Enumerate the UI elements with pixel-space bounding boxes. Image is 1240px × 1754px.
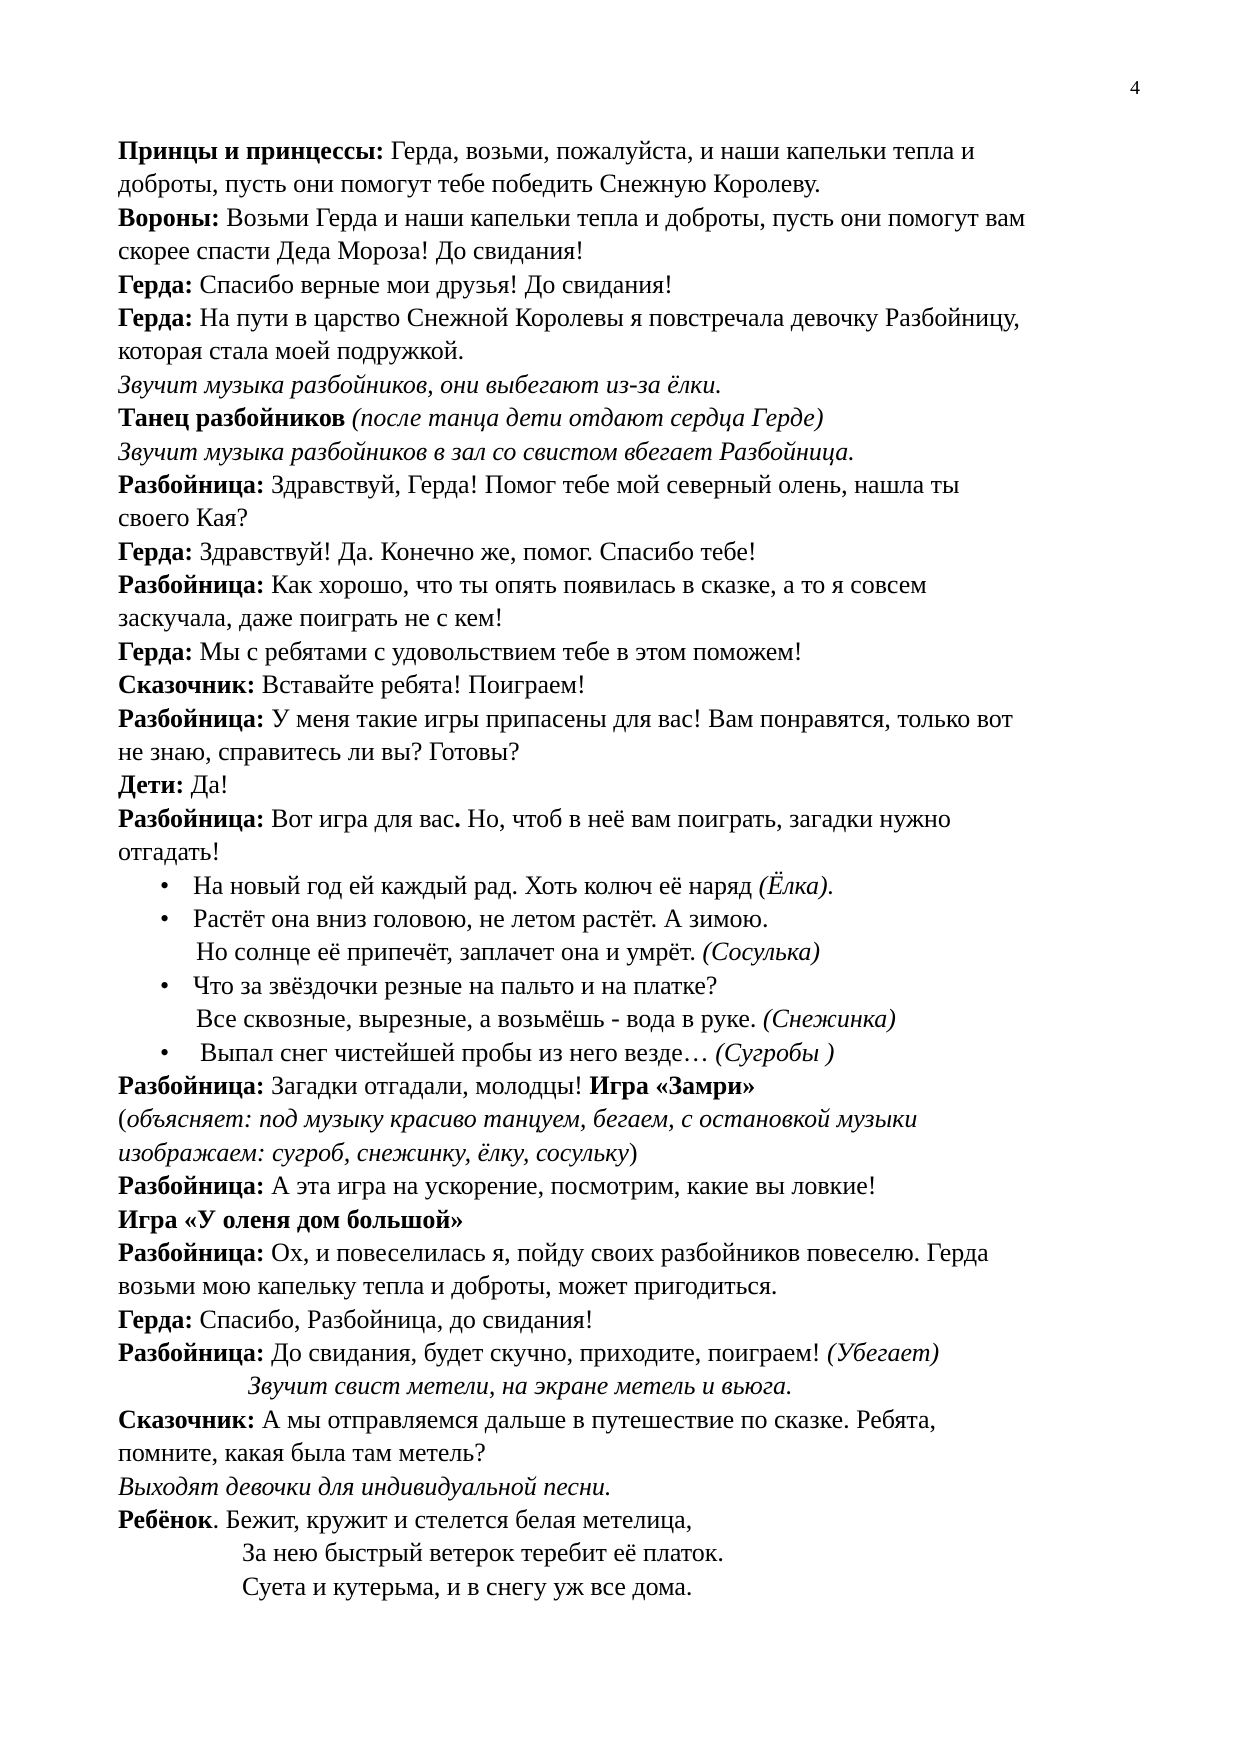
text-line bbox=[118, 435, 1158, 468]
speaker-name: Разбойница: bbox=[118, 1237, 265, 1267]
speech-text: Спасибо, Разбойница, до свидания! bbox=[193, 1304, 594, 1334]
speaker-name: Разбойница: bbox=[118, 703, 265, 733]
text-line bbox=[118, 501, 1158, 534]
speech-text: Мы с ребятами с удовольствием тебе в этом поможем! bbox=[193, 636, 803, 666]
speaker-name: Сказочник: bbox=[118, 670, 256, 700]
speech-text: Герда, возьми, пожалуйста, и наши капельки тепла и bbox=[384, 136, 975, 165]
paren: ) bbox=[628, 1137, 638, 1167]
riddle-text bbox=[200, 1036, 834, 1069]
speech-text: А мы отправляемся дальше в путешествие по сказке. Ребята, bbox=[255, 1404, 937, 1434]
riddle-text bbox=[193, 902, 768, 935]
speech-text: . Бежит, кружит и стелется белая метелица, bbox=[212, 1505, 693, 1535]
text-line bbox=[118, 234, 1158, 267]
text-line bbox=[118, 1570, 1158, 1603]
text-line bbox=[118, 1169, 1158, 1202]
section-heading: Танец разбойников bbox=[118, 403, 346, 433]
riddle-question: Но солнце её припечёт, заплачет она и умрёт. bbox=[196, 937, 703, 967]
speaker-name: Герда: bbox=[118, 269, 194, 299]
text-line bbox=[118, 268, 1158, 301]
stage-note: (после танца дети отдают сердца Герде) bbox=[345, 403, 824, 433]
riddle-continuation bbox=[118, 1002, 1158, 1035]
speech-text: Ох, и повеселилась я, пойду своих разбойников повеселю. Герда bbox=[264, 1237, 989, 1267]
text-line bbox=[118, 535, 1158, 568]
speaker-name: Герда: bbox=[118, 302, 194, 332]
stage-direction: Звучит музыка разбойников, они выбегают из-за ёлки. bbox=[118, 369, 722, 399]
riddle-question: Растёт она вниз головою, не летом растёт. А зимою. bbox=[193, 903, 769, 933]
paren: ( bbox=[118, 1104, 127, 1134]
riddle-item bbox=[118, 1036, 1158, 1069]
text-line bbox=[118, 1336, 1158, 1369]
body-text: доброты, пусть они помогут тебе победить Снежную Королеву. bbox=[118, 169, 821, 199]
poem-line: Суета и кутерьма, и в снегу уж все дома. bbox=[242, 1571, 693, 1601]
text-line bbox=[118, 334, 1158, 367]
text-line bbox=[118, 568, 1158, 601]
body-text: скорее спасти Деда Мороза! До свидания! bbox=[118, 236, 584, 266]
stage-direction: Звучит музыка разбойников в зал со свистом вбегает Разбойница. bbox=[118, 436, 855, 466]
text-line bbox=[118, 735, 1158, 768]
speech-text: Вот игра для вас bbox=[264, 803, 455, 833]
speaker-name: Разбойница: bbox=[118, 469, 265, 499]
text-line bbox=[118, 134, 1158, 167]
stage-note: изображаем: сугроб, снежинку, ёлку, сосульку bbox=[118, 1137, 629, 1167]
text-line bbox=[118, 768, 1158, 801]
bullet-icon: • bbox=[160, 903, 170, 933]
text-line bbox=[118, 1470, 1158, 1503]
page-number: 4 bbox=[1130, 77, 1140, 99]
riddle-question: Что за звёздочки резные на пальто и на платке? bbox=[193, 970, 718, 1000]
riddle-item bbox=[118, 869, 1158, 902]
text-line bbox=[118, 468, 1158, 501]
riddle-question: Все сквозные, вырезные, а возьмёшь - вода в руке. bbox=[196, 1004, 763, 1034]
speech-text: Но, чтоб в неё вам поиграть, загадки нужно bbox=[460, 803, 951, 833]
speaker-name: Вороны: bbox=[118, 202, 220, 232]
speaker-name: Разбойница: bbox=[118, 803, 265, 833]
text-line bbox=[118, 401, 1158, 434]
text-line bbox=[118, 1136, 1158, 1169]
document-body bbox=[118, 134, 1158, 1603]
text-line bbox=[118, 835, 1158, 868]
text-line bbox=[118, 1303, 1158, 1336]
riddle-answer: (Ёлка). bbox=[758, 870, 835, 900]
body-text: заскучала, даже поиграть не с кем! bbox=[118, 603, 504, 633]
bold-punct: . bbox=[454, 803, 461, 833]
body-text: отгадать! bbox=[118, 837, 221, 867]
bullet-icon: • bbox=[160, 970, 170, 1000]
poem-line: За нею быстрый ветерок теребит её платок. bbox=[242, 1538, 724, 1568]
speech-text: Да! bbox=[184, 770, 229, 800]
text-line bbox=[118, 167, 1158, 200]
stage-direction: Звучит свист метели, на экране метель и вьюга. bbox=[248, 1371, 793, 1401]
body-text: которая стала моей подружкой. bbox=[118, 336, 465, 366]
text-line bbox=[118, 1403, 1158, 1436]
body-text: не знаю, справитесь ли вы? Готовы? bbox=[118, 737, 520, 767]
riddle-answer: (Сугробы ) bbox=[715, 1037, 835, 1067]
bullet-icon: • bbox=[160, 870, 170, 900]
section-heading: Игра «У оленя дом большой» bbox=[118, 1204, 464, 1234]
stage-direction: Выходят девочки для индивидуальной песни. bbox=[118, 1471, 612, 1501]
speaker-name: Герда: bbox=[118, 1304, 194, 1334]
speaker-name: Сказочник: bbox=[118, 1404, 256, 1434]
riddle-continuation bbox=[118, 935, 1158, 968]
speaker-name: Герда: bbox=[118, 636, 194, 666]
text-line bbox=[118, 1102, 1158, 1135]
speech-text: Здравствуй, Герда! Помог тебе мой северный олень, нашла ты bbox=[264, 469, 960, 499]
text-line bbox=[118, 1503, 1158, 1536]
speech-text: Здравствуй! Да. Конечно же, помог. Спасибо тебе! bbox=[193, 536, 757, 566]
text-line bbox=[118, 368, 1158, 401]
text-line bbox=[118, 1069, 1158, 1102]
body-text: возьми мою капельку тепла и доброты, может пригодиться. bbox=[118, 1271, 778, 1301]
riddle-answer: (Сосулька) bbox=[702, 937, 821, 967]
text-line bbox=[118, 802, 1158, 835]
speech-text: Возьми Герда и наши капельки тепла и доброты, пусть они помогут вам bbox=[219, 202, 1026, 232]
speech-text: До свидания, будет скучно, приходите, поиграем! bbox=[264, 1338, 827, 1368]
speech-text: Как хорошо, что ты опять появилась в сказке, а то я совсем bbox=[264, 570, 927, 600]
riddle-question: На новый год ей каждый рад. Хоть колюч её наряд bbox=[193, 870, 759, 900]
text-line bbox=[118, 601, 1158, 634]
riddle-item bbox=[118, 969, 1158, 1002]
text-line bbox=[118, 635, 1158, 668]
text-line bbox=[118, 1236, 1158, 1269]
speech-text: Вставайте ребята! Поиграем! bbox=[255, 670, 586, 700]
game-title: Игра «Замри» bbox=[589, 1070, 756, 1100]
body-text: помните, какая была там метель? bbox=[118, 1438, 486, 1468]
speaker-name: Разбойница: bbox=[118, 1338, 265, 1368]
text-line bbox=[118, 201, 1158, 234]
speech-text: Спасибо верные мои друзья! До свидания! bbox=[193, 269, 673, 299]
text-line bbox=[118, 1269, 1158, 1302]
text-line bbox=[118, 1369, 1158, 1402]
riddle-text bbox=[193, 869, 834, 902]
speaker-name: Ребёнок bbox=[118, 1505, 213, 1535]
text-line bbox=[118, 1536, 1158, 1569]
body-text: своего Кая? bbox=[118, 503, 249, 533]
speaker-name: Дети: bbox=[118, 770, 185, 800]
riddle-item bbox=[118, 902, 1158, 935]
speech-text: На пути в царство Снежной Королевы я повстречала девочку Разбойницу, bbox=[193, 302, 1020, 332]
speech-text: А эта игра на ускорение, посмотрим, какие вы ловкие! bbox=[264, 1171, 877, 1201]
text-line bbox=[118, 668, 1158, 701]
bullet-icon: • bbox=[160, 1037, 170, 1067]
text-line bbox=[118, 1203, 1158, 1236]
riddle-answer: (Снежинка) bbox=[762, 1004, 896, 1034]
text-line bbox=[118, 301, 1158, 334]
riddle-text bbox=[193, 969, 717, 1002]
speaker-name: Герда: bbox=[118, 536, 194, 566]
text-line bbox=[118, 702, 1158, 735]
stage-note: (Убегает) bbox=[826, 1338, 940, 1368]
text-line bbox=[118, 1436, 1158, 1469]
speech-text: У меня такие игры припасены для вас! Вам понравятся, только вот bbox=[264, 703, 1013, 733]
speaker-name: Разбойница: bbox=[118, 1171, 265, 1201]
speaker-name: Разбойница: bbox=[118, 1070, 265, 1100]
riddle-question: Выпал снег чистейшей пробы из него везде… bbox=[200, 1037, 716, 1067]
speaker-name: Разбойница: bbox=[118, 570, 265, 600]
stage-note: объясняет: под музыку красиво танцуем, бегаем, с остановкой музыки bbox=[126, 1104, 918, 1134]
speaker-name: Принцы и принцессы: bbox=[118, 136, 385, 165]
speech-text: Загадки отгадали, молодцы! bbox=[264, 1070, 590, 1100]
